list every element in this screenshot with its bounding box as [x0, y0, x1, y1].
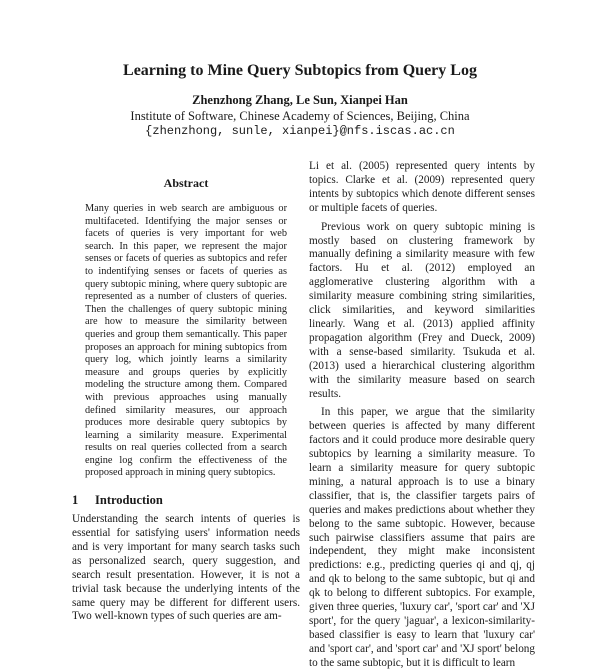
author-affiliation: Institute of Software, Chinese Academy of Sciences, Beijing, China	[130, 109, 470, 123]
right-column	[309, 160, 535, 671]
section-heading-introduction	[72, 493, 300, 508]
abstract-heading: Abstract	[163, 176, 209, 190]
section-number: 1	[72, 493, 79, 508]
body-paragraph: In this paper, we argue that the similarity between queries is affected by many different factors and it could produce more desirable query subtopics by learning a similarity measure. To learn a similarity measure for query subtopic mining, a natural approach is to use a binary classifier, that is, the classifier targets pairs of queries and makes predictions about whether they belong to the same subtopic. However, because such pairwise classifiers assume that pairs are independent, they might make inconsistent predictions: e.g., predicting queries qi and qj, qj and qk to belong to the same subtopic, but qi and qk to belong to different subtopics. For example, given three queries, 'luxury car', 'sport car' and 'XJ sport', for the query 'jaguar', a lexicon-similarity-based classifier is easy to learn that 'luxury car' and 'sport car', and 'sport car' and 'XJ sport' belong to the same subtopic, but it is difficult to learn	[309, 406, 535, 669]
paper-title: Learning to Mine Query Subtopics from Query Log	[123, 62, 477, 79]
body-paragraph: Li et al. (2005) represented query intents by topics. Clarke et al. (2009) represented query intents by subtopics which denote different senses or multiple facets of queries.	[309, 160, 535, 214]
body-paragraph: Previous work on query subtopic mining is mostly based on clustering framework by manually defining a similarity measure with few factors. Hu et al. (2012) employed an agglomerative clustering algorithm with a similarity measure combining string similarities, click similarities, and keyword similarities linearly. Wang et al. (2013) applied affinity propagation algorithm (Frey and Dueck, 2009) with a sense-based similarity. Tsukuda et al. (2013) used a hierarchical clustering algorithm with the similarity measure based on search results.	[309, 220, 535, 400]
introduction-paragraph: Understanding the search intents of queries is essential for satisfying users' information needs and is very important for many search tasks such as personalized search, query suggestion, and search result presentation. However, it is not a trivial task because the underlying intents of the same query may be different for different users. Two well-known types of such queries are am-	[72, 513, 300, 623]
author-list	[0, 93, 600, 108]
author-email: {zhenzhong, sunle, xianpei}@nfs.iscas.ac.cn	[145, 124, 455, 138]
abstract-text: Many queries in web search are ambiguous or multifaceted. Identifying the major senses or facets of queries is very important for web search. In this paper, we represent the major senses or facets of queries as subtopics and refer to indentifying senses or facets of queries as query subtopic mining, where query subtopic are represented as a number of clusters of queries. Then the challenges of query subtopic mining are how to measure the similarity between queries and group them semantically. This paper proposes an approach for mining subtopics from query log, which jointly learns a similarity measure and groups queries by explicitly modeling the structure among them. Compared with previous approaches using manually defined similarity measures, our approach produces more desirable query subtopics by learning a similarity measure. Experimental results on real queries collected from a search engine log confirm the effectiveness of the proposed approach in mining query subtopics.	[85, 203, 287, 479]
section-title: Introduction	[95, 493, 163, 508]
author-names: Zhenzhong Zhang, Le Sun, Xianpei Han	[192, 93, 408, 107]
left-column	[72, 170, 300, 624]
